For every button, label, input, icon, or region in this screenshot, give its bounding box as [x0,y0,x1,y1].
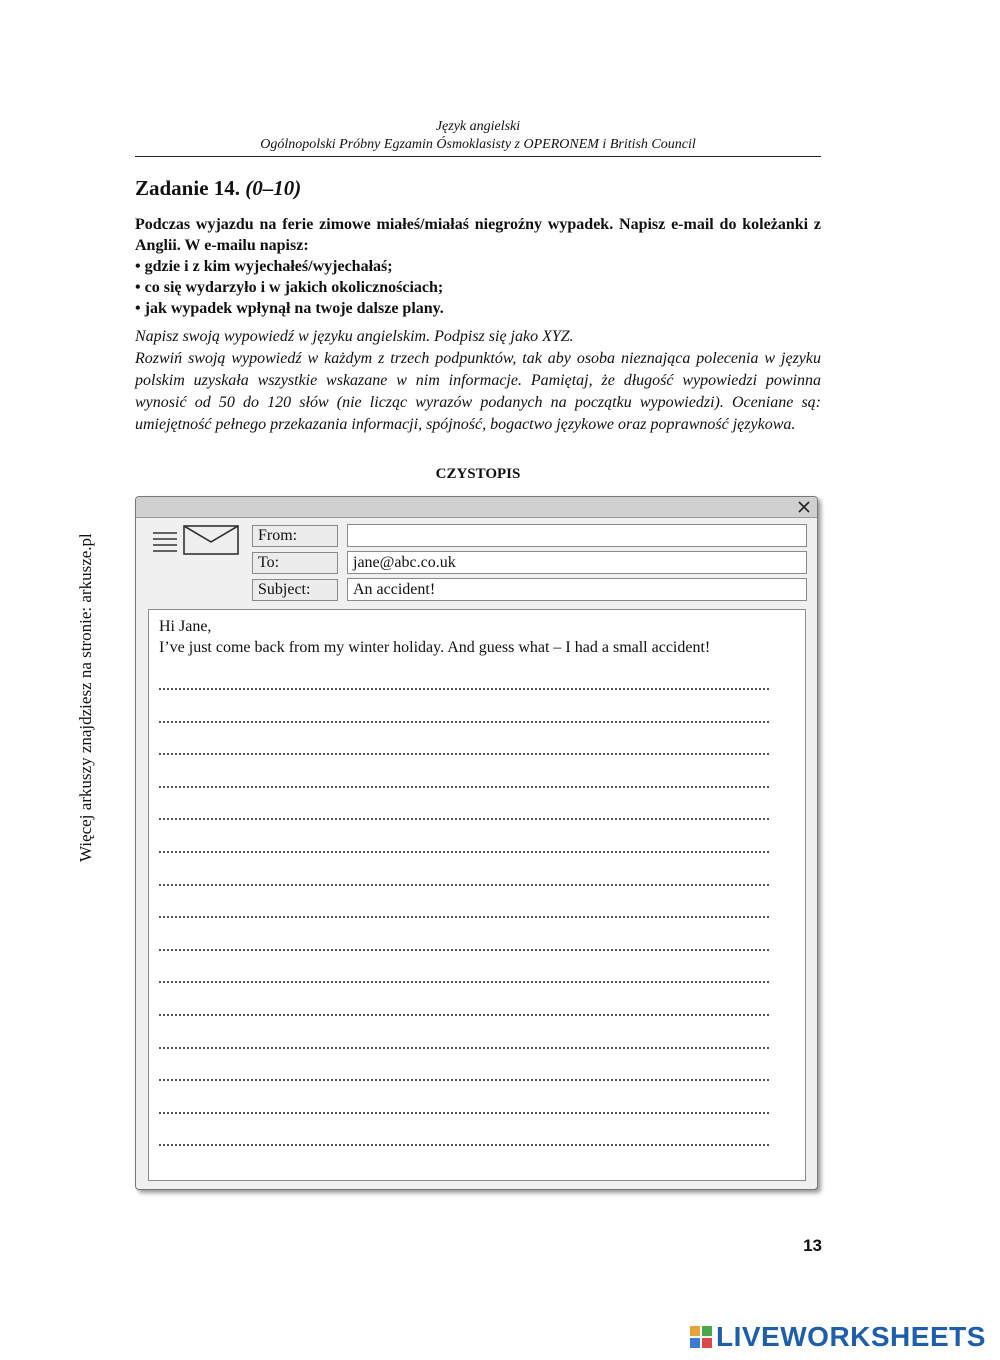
email-body-text [159,616,799,658]
to-label: To: [252,552,338,574]
email-window [135,496,818,1190]
answer-line[interactable] [159,981,769,983]
task-bullets [135,256,821,319]
answer-line[interactable] [159,916,769,918]
answer-line[interactable] [159,884,769,886]
liveworksheets-logo-icon [690,1326,712,1348]
section-label: CZYSTOPIS [435,466,521,482]
to-input[interactable]: jane@abc.co.uk [347,551,807,574]
bullet-item: • co się wydarzyło i w jakich okolicznościach; [135,277,821,298]
guideline-language: Napisz swoją wypowiedź w języku angielskim. Podpisz się jako XYZ. [135,328,574,345]
answer-line[interactable] [159,949,769,951]
task-number: Zadanie 14. [135,176,241,200]
answer-line[interactable] [159,1144,769,1146]
answer-line[interactable] [159,753,769,755]
answer-line[interactable] [159,786,769,788]
answer-line[interactable] [159,1047,769,1049]
header-exam: Ogólnopolski Próbny Egzamin Ósmoklasisty z OPERONEM i British Council [260,137,696,152]
subject-label: Subject: [252,579,338,601]
bullet-item: • gdzie i z kim wyjechałeś/wyjechałaś; [135,256,821,277]
page-number: 13 [803,1236,822,1255]
from-label: From: [252,525,338,547]
header-subject: Język angielski [435,119,521,134]
task-title [135,176,301,201]
answer-line[interactable] [159,818,769,820]
watermark [690,1320,986,1354]
subject-input[interactable]: An accident! [347,578,807,601]
header-divider [135,156,821,157]
envelope-icon [183,525,239,555]
watermark-text: LIVEWORKSHEETS [716,1321,986,1352]
answer-line[interactable] [159,1014,769,1016]
email-body[interactable] [148,609,806,1181]
guideline-details: Rozwiń swoją wypowiedź w każdym z trzech podpunktów, tak aby osoba nieznająca polecenia w języku polskim uzyskała wszystkie wskazane w nim informacje. Pamiętaj, że długość wypowiedzi powinna wynosić od 50 do 120 słów (nie licząc wyrazów podanych na początku wypowiedzi). Oceniane są: umiejętność pełnego przekazania informacji, spójność, bogactwo językowe oraz poprawność językowa. [135,350,821,433]
bullet-item: • jak wypadek wpłynął na twoje dalsze plany. [135,298,821,319]
close-icon[interactable] [795,498,813,516]
menu-icon[interactable] [152,531,178,553]
email-opening: I’ve just come back from my winter holiday. And guess what – I had a small accident! [159,639,711,656]
from-input[interactable] [347,524,807,547]
answer-line[interactable] [159,721,769,723]
task-range: (0–10) [245,176,302,200]
window-titlebar [136,497,817,518]
task-instructions: Podczas wyjazdu na ferie zimowe miałeś/miałaś niegroźny wypadek. Napisz e-mail do koleżanki z Anglii. W e-mailu napisz: [135,216,821,254]
page-header [135,118,821,154]
answer-line[interactable] [159,1112,769,1114]
task-guidelines [135,326,821,436]
answer-line[interactable] [159,688,769,690]
side-note: Więcej arkuszy znajdziesz na stronie: arkusze.pl [76,533,95,862]
answer-line[interactable] [159,851,769,853]
email-greeting: Hi Jane, [159,618,212,635]
answer-line[interactable] [159,1079,769,1081]
